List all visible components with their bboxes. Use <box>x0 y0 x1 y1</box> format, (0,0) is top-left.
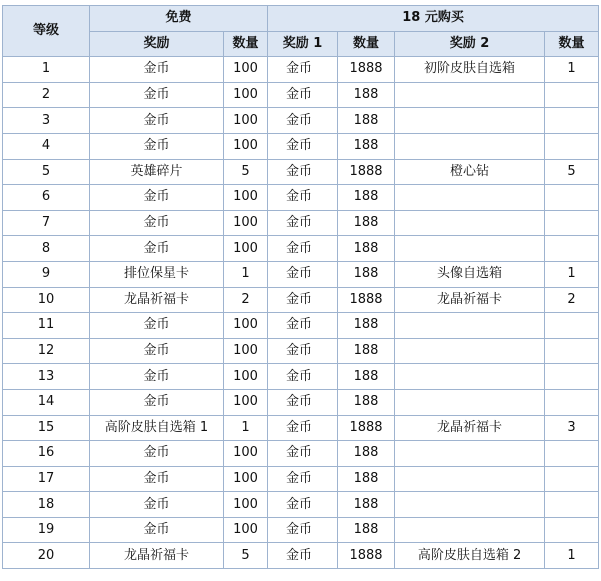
free-reward-cell: 金币 <box>90 364 224 390</box>
table-row <box>3 261 599 287</box>
free-qty-cell: 100 <box>224 517 268 543</box>
reward2-cell <box>395 185 545 211</box>
free-qty-cell: 100 <box>224 185 268 211</box>
free-qty-cell: 1 <box>224 415 268 441</box>
reward2-cell: 初阶皮肤自选箱 <box>395 57 545 83</box>
reward2-cell <box>395 133 545 159</box>
free-qty-cell: 100 <box>224 210 268 236</box>
reward2-cell: 高阶皮肤自选箱 2 <box>395 543 545 569</box>
table-row <box>3 338 599 364</box>
level-cell: 15 <box>3 415 90 441</box>
reward2-cell <box>395 492 545 518</box>
level-cell: 4 <box>3 133 90 159</box>
reward1-cell: 金币 <box>268 159 338 185</box>
table-row <box>3 287 599 313</box>
level-cell: 13 <box>3 364 90 390</box>
table-row <box>3 517 599 543</box>
level-cell: 6 <box>3 185 90 211</box>
reward1-cell: 金币 <box>268 338 338 364</box>
reward2-cell <box>395 441 545 467</box>
table-row <box>3 364 599 390</box>
level-cell: 14 <box>3 389 90 415</box>
qty2-cell <box>545 517 599 543</box>
free-reward-cell: 龙晶祈福卡 <box>90 543 224 569</box>
reward1-cell: 金币 <box>268 492 338 518</box>
reward1-cell: 金币 <box>268 543 338 569</box>
level-cell: 20 <box>3 543 90 569</box>
qty1-cell: 188 <box>338 466 395 492</box>
free-qty-cell: 1 <box>224 261 268 287</box>
reward2-cell: 龙晶祈福卡 <box>395 415 545 441</box>
reward1-cell: 金币 <box>268 415 338 441</box>
reward2-cell <box>395 210 545 236</box>
qty2-cell <box>545 210 599 236</box>
qty2-cell: 1 <box>545 57 599 83</box>
free-reward-cell: 金币 <box>90 210 224 236</box>
reward2-cell: 橙心钻 <box>395 159 545 185</box>
reward2-cell <box>395 466 545 492</box>
level-header: 等级 <box>3 6 90 57</box>
free-reward-cell: 金币 <box>90 133 224 159</box>
table-row <box>3 415 599 441</box>
level-cell: 1 <box>3 57 90 83</box>
level-cell: 2 <box>3 82 90 108</box>
free-reward-cell: 金币 <box>90 517 224 543</box>
reward1-header: 奖励 1 <box>268 31 338 57</box>
reward2-cell: 头像自选箱 <box>395 261 545 287</box>
table-row <box>3 236 599 262</box>
header-row-top <box>3 6 599 32</box>
qty2-cell: 1 <box>545 261 599 287</box>
free-reward-cell: 金币 <box>90 389 224 415</box>
qty2-cell <box>545 441 599 467</box>
free-qty-cell: 100 <box>224 57 268 83</box>
free-qty-cell: 100 <box>224 82 268 108</box>
free-header: 免费 <box>90 6 268 32</box>
qty2-cell: 2 <box>545 287 599 313</box>
qty2-cell <box>545 185 599 211</box>
reward1-cell: 金币 <box>268 261 338 287</box>
qty2-cell <box>545 466 599 492</box>
free-reward-header: 奖励 <box>90 31 224 57</box>
level-cell: 5 <box>3 159 90 185</box>
reward1-cell: 金币 <box>268 287 338 313</box>
qty2-cell: 1 <box>545 543 599 569</box>
qty1-cell: 1888 <box>338 287 395 313</box>
level-cell: 7 <box>3 210 90 236</box>
table-row <box>3 108 599 134</box>
level-cell: 9 <box>3 261 90 287</box>
free-qty-header: 数量 <box>224 31 268 57</box>
qty1-cell: 188 <box>338 364 395 390</box>
table-row <box>3 441 599 467</box>
reward2-cell <box>395 82 545 108</box>
free-reward-cell: 金币 <box>90 108 224 134</box>
reward2-cell <box>395 313 545 339</box>
qty2-cell <box>545 236 599 262</box>
level-cell: 3 <box>3 108 90 134</box>
reward2-cell <box>395 108 545 134</box>
table-row <box>3 57 599 83</box>
free-qty-cell: 100 <box>224 108 268 134</box>
reward2-cell <box>395 236 545 262</box>
qty2-cell: 3 <box>545 415 599 441</box>
header-row-sub <box>3 31 599 57</box>
free-reward-cell: 排位保星卡 <box>90 261 224 287</box>
free-qty-cell: 5 <box>224 159 268 185</box>
free-reward-cell: 金币 <box>90 185 224 211</box>
qty2-cell <box>545 338 599 364</box>
qty2-cell <box>545 389 599 415</box>
qty1-cell: 1888 <box>338 543 395 569</box>
level-cell: 8 <box>3 236 90 262</box>
level-cell: 19 <box>3 517 90 543</box>
reward1-cell: 金币 <box>268 466 338 492</box>
free-qty-cell: 100 <box>224 492 268 518</box>
free-reward-cell: 金币 <box>90 466 224 492</box>
qty1-cell: 188 <box>338 108 395 134</box>
free-qty-cell: 100 <box>224 338 268 364</box>
qty2-cell: 5 <box>545 159 599 185</box>
free-qty-cell: 100 <box>224 364 268 390</box>
reward1-cell: 金币 <box>268 517 338 543</box>
free-reward-cell: 英雄碎片 <box>90 159 224 185</box>
free-reward-cell: 金币 <box>90 338 224 364</box>
qty1-cell: 188 <box>338 441 395 467</box>
qty1-cell: 188 <box>338 133 395 159</box>
table-row <box>3 159 599 185</box>
qty1-header: 数量 <box>338 31 395 57</box>
paid-header: 18 元购买 <box>268 6 599 32</box>
table-row <box>3 313 599 339</box>
qty1-cell: 188 <box>338 236 395 262</box>
free-reward-cell: 金币 <box>90 492 224 518</box>
qty2-cell <box>545 82 599 108</box>
reward1-cell: 金币 <box>268 313 338 339</box>
free-reward-cell: 金币 <box>90 313 224 339</box>
free-qty-cell: 5 <box>224 543 268 569</box>
qty1-cell: 188 <box>338 338 395 364</box>
free-qty-cell: 100 <box>224 389 268 415</box>
reward2-cell: 龙晶祈福卡 <box>395 287 545 313</box>
free-qty-cell: 2 <box>224 287 268 313</box>
free-qty-cell: 100 <box>224 313 268 339</box>
reward1-cell: 金币 <box>268 236 338 262</box>
free-reward-cell: 金币 <box>90 236 224 262</box>
qty2-cell <box>545 133 599 159</box>
free-reward-cell: 金币 <box>90 57 224 83</box>
reward2-cell <box>395 338 545 364</box>
table-row <box>3 82 599 108</box>
table-row <box>3 466 599 492</box>
reward1-cell: 金币 <box>268 108 338 134</box>
qty1-cell: 188 <box>338 492 395 518</box>
qty1-cell: 188 <box>338 185 395 211</box>
table-row <box>3 492 599 518</box>
free-qty-cell: 100 <box>224 441 268 467</box>
level-cell: 16 <box>3 441 90 467</box>
level-cell: 10 <box>3 287 90 313</box>
qty1-cell: 188 <box>338 82 395 108</box>
free-reward-cell: 龙晶祈福卡 <box>90 287 224 313</box>
table-row <box>3 543 599 569</box>
free-qty-cell: 100 <box>224 236 268 262</box>
table-body <box>3 57 599 569</box>
qty2-cell <box>545 492 599 518</box>
table-row <box>3 210 599 236</box>
reward1-cell: 金币 <box>268 441 338 467</box>
reward1-cell: 金币 <box>268 133 338 159</box>
table-row <box>3 185 599 211</box>
qty1-cell: 188 <box>338 261 395 287</box>
qty2-cell <box>545 364 599 390</box>
qty1-cell: 188 <box>338 210 395 236</box>
qty1-cell: 188 <box>338 389 395 415</box>
reward2-cell <box>395 364 545 390</box>
free-reward-cell: 金币 <box>90 82 224 108</box>
reward1-cell: 金币 <box>268 210 338 236</box>
reward2-header: 奖励 2 <box>395 31 545 57</box>
reward1-cell: 金币 <box>268 389 338 415</box>
reward1-cell: 金币 <box>268 82 338 108</box>
qty2-cell <box>545 313 599 339</box>
table-header <box>3 6 599 57</box>
rewards-table <box>2 5 599 569</box>
level-cell: 12 <box>3 338 90 364</box>
level-cell: 11 <box>3 313 90 339</box>
qty1-cell: 188 <box>338 517 395 543</box>
table-row <box>3 133 599 159</box>
free-reward-cell: 高阶皮肤自选箱 1 <box>90 415 224 441</box>
qty1-cell: 1888 <box>338 57 395 83</box>
reward1-cell: 金币 <box>268 57 338 83</box>
level-cell: 17 <box>3 466 90 492</box>
qty2-header: 数量 <box>545 31 599 57</box>
reward2-cell <box>395 517 545 543</box>
free-reward-cell: 金币 <box>90 441 224 467</box>
qty1-cell: 1888 <box>338 159 395 185</box>
level-cell: 18 <box>3 492 90 518</box>
table-row <box>3 389 599 415</box>
qty1-cell: 1888 <box>338 415 395 441</box>
free-qty-cell: 100 <box>224 133 268 159</box>
reward2-cell <box>395 389 545 415</box>
qty1-cell: 188 <box>338 313 395 339</box>
qty2-cell <box>545 108 599 134</box>
reward1-cell: 金币 <box>268 185 338 211</box>
free-qty-cell: 100 <box>224 466 268 492</box>
reward1-cell: 金币 <box>268 364 338 390</box>
